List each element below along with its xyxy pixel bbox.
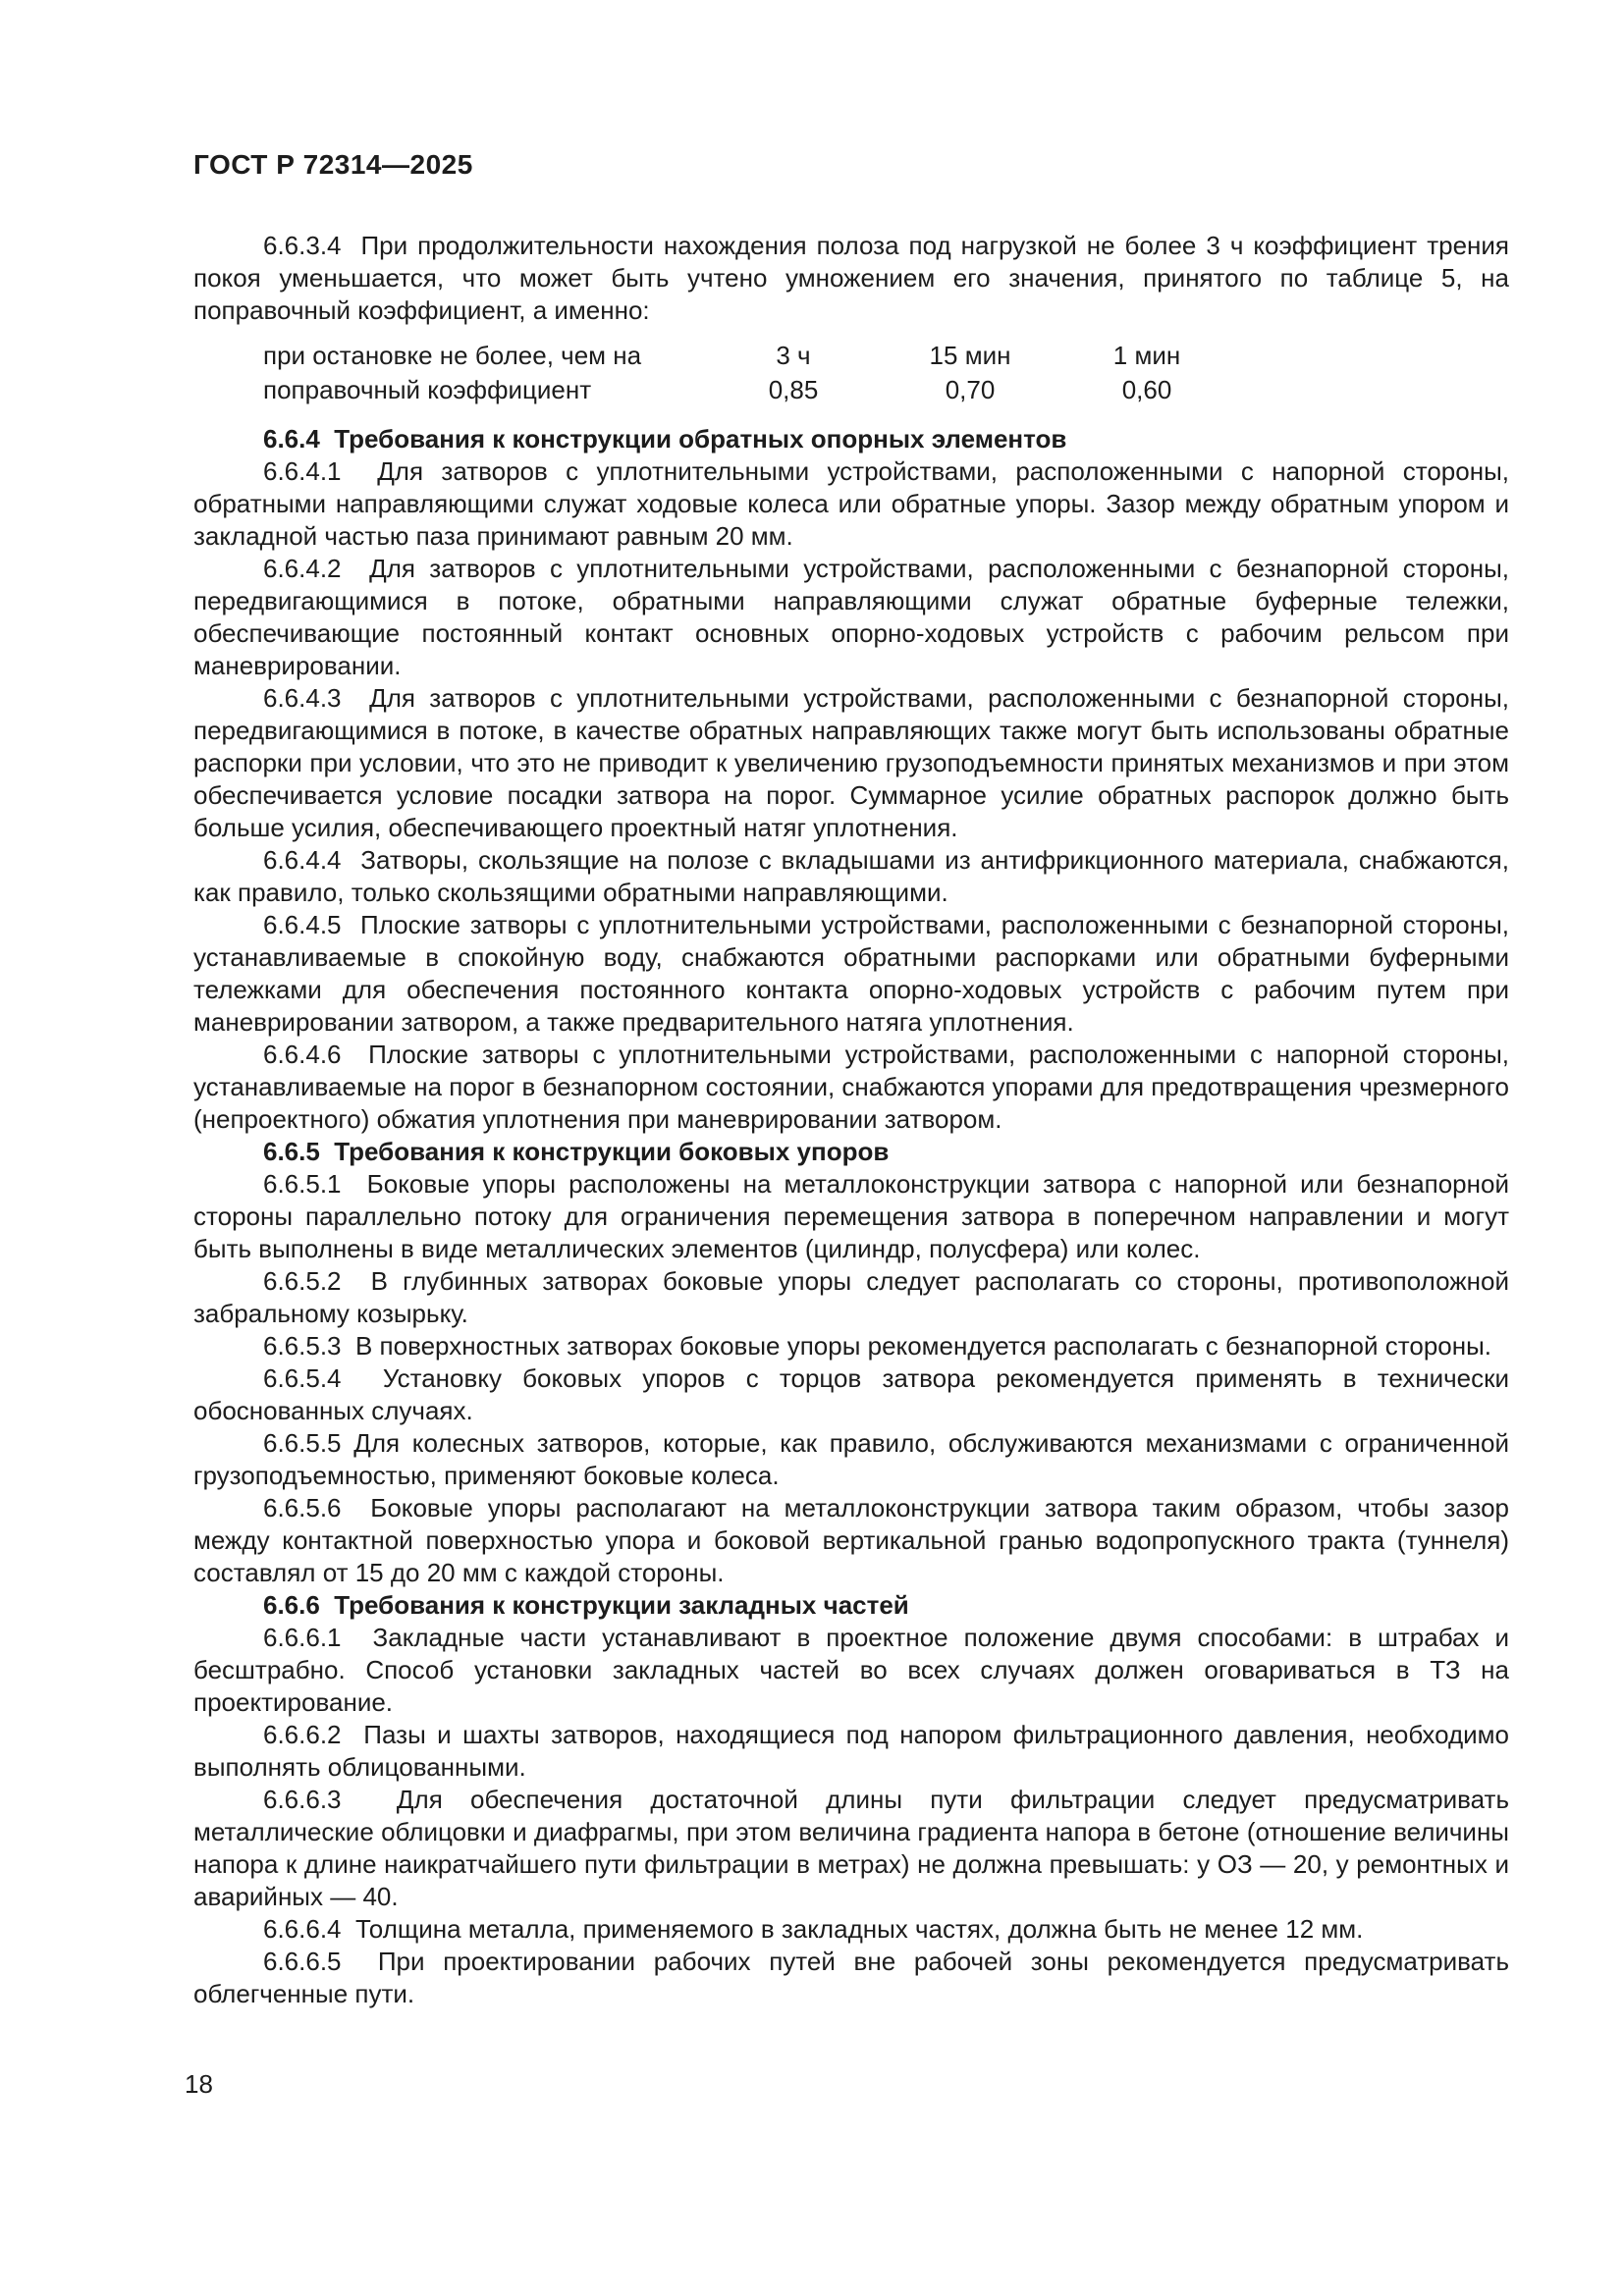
standard-designation: ГОСТ Р 72314—2025 — [193, 149, 473, 180]
clause-6-6-4-2: 6.6.4.2 Для затворов с уплотнительными устройствами, расположенными с безнапорной стороны, передвигающимися в потоке, обратными направляющими служат обратные буферные тележки, обеспечивающие постоянный контакт основных опорно-ходовых устройств с рабочим рельсом при маневрировании. — [193, 554, 1509, 680]
clause-6-6-4-4: 6.6.4.4 Затворы, скользящие на полозе с вкладышами из антифрикционного материала, снабжаются, как правило, только скользящими обратными направляющими. — [193, 845, 1509, 907]
clause-6-6-5-6: 6.6.5.6 Боковые упоры располагают на металлоконструкции затвора таким образом, чтобы зазор между контактной поверхностью упора и боковой вертикальной гранью водопропускного тракта (туннеля) составлял от 15 до 20 мм с каждой стороны. — [193, 1493, 1509, 1587]
section-6-6-6 — [193, 1589, 1509, 2010]
clause-6-6-4-1: 6.6.4.1 Для затворов с уплотнительными устройствами, расположенными с напорной стороны, обратными направляющими служат ходовые колеса или обратные упоры. Зазор между обратным упором и закладной частью паза принимают равным 20 мм. — [193, 456, 1509, 551]
clause-6-6-3-4: 6.6.3.4 При продолжительности нахождения полоза под нагрузкой не более 3 ч коэффициент трения покоя уменьшается, что может быть учтено умножением его значения, принятого по таблице 5, на поправочный коэффициент, а именно: — [193, 231, 1509, 325]
table-row-correction-coefficient — [263, 373, 1509, 407]
section-heading-6-6-6: 6.6.6 Требования к конструкции закладных частей — [263, 1590, 909, 1620]
document-body — [193, 230, 1509, 2010]
table-cell: 0,60 — [1121, 375, 1172, 404]
page-number: 18 — [185, 2069, 213, 2099]
table-row-stop-duration — [263, 339, 1509, 373]
table-cell: 15 мин — [929, 341, 1011, 370]
table-cell: 3 ч — [776, 341, 811, 370]
section-6-6-5 — [193, 1136, 1509, 1589]
clause-6-6-6-2: 6.6.6.2 Пазы и шахты затворов, находящиеся под напором фильтрационного давления, необходимо выполнять облицованными. — [193, 1720, 1509, 1782]
clause-6-6-4-5: 6.6.4.5 Плоские затворы с уплотнительными устройствами, расположенными с безнапорной стороны, устанавливаемые в спокойную воду, снабжаются обратными распорками или обратными буферными тележками для обеспечения постоянного контакта опорно-ходовых устройств с рабочим путем при маневрировании затвором, а также предварительного натяга уплотнения. — [193, 910, 1509, 1037]
row-label: поправочный коэффициент — [263, 375, 592, 404]
clause-6-6-5-4: 6.6.5.4 Установку боковых упоров с торцов затвора рекомендуется применять в технически обоснованных случаях. — [193, 1363, 1509, 1425]
clause-6-6-6-1: 6.6.6.1 Закладные части устанавливают в проектное положение двумя способами: в штрабах и бесштрабно. Способ установки закладных частей во всех случаях должен оговариваться в ТЗ на проектирование. — [193, 1623, 1509, 1717]
table-cell: 1 мин — [1112, 341, 1181, 370]
row-label: при остановке не более, чем на — [263, 341, 642, 370]
clause-6-6-5-1: 6.6.5.1 Боковые упоры расположены на металлоконструкции затвора с напорной или безнапорной стороны параллельно потоку для ограничения перемещения затвора в поперечном направлении и могут быть выполнены в виде металлических элементов (цилиндр, полусфера) или колес. — [193, 1169, 1509, 1263]
clause-6-6-5-2: 6.6.5.2 В глубинных затворах боковые упоры следует располагать со стороны, противоположной забральному козырьку. — [193, 1266, 1509, 1328]
table-cell: 0,70 — [945, 375, 996, 404]
clause-6-6-5-3: 6.6.5.3 В поверхностных затворах боковые упоры рекомендуется располагать с безнапорной стороны. — [263, 1331, 1492, 1361]
clause-6-6-5-5: 6.6.5.5 Для колесных затворов, которые, как правило, обслуживаются механизмами с ограниченной грузоподъемностью, применяют боковые колеса. — [193, 1428, 1509, 1490]
friction-coefficient-table — [263, 339, 1509, 407]
clause-6-6-4-6: 6.6.4.6 Плоские затворы с уплотнительными устройствами, расположенными с напорной стороны, устанавливаемые на порог в безнапорном состоянии, снабжаются упорами для предотвращения чрезмерного (непроектного) обжатия уплотнения при маневрировании затвором. — [193, 1040, 1509, 1134]
clause-6-6-6-4: 6.6.6.4 Толщина металла, применяемого в закладных частях, должна быть не менее 12 мм. — [263, 1914, 1364, 1944]
page-content — [193, 149, 1509, 2010]
clause-6-6-6-5: 6.6.6.5 При проектировании рабочих путей вне рабочей зоны рекомендуется предусматривать облегченные пути. — [193, 1947, 1509, 2008]
section-heading-6-6-4: 6.6.4 Требования к конструкции обратных опорных элементов — [263, 424, 1067, 454]
section-6-6-4 — [193, 423, 1509, 1136]
clause-6-6-6-3: 6.6.6.3 Для обеспечения достаточной длины пути фильтрации следует предусматривать металлические облицовки и диафрагмы, при этом величина градиента напора в бетоне (отношение величины напора к длине наикратчайшего пути фильтрации в метрах) не должна превышать: у ОЗ — 20, у ремонтных и аварийных — 40. — [193, 1785, 1509, 1911]
table-cell: 0,85 — [768, 375, 819, 404]
section-heading-6-6-5: 6.6.5 Требования к конструкции боковых упоров — [263, 1137, 890, 1166]
clause-6-6-4-3: 6.6.4.3 Для затворов с уплотнительными устройствами, расположенными с безнапорной стороны, передвигающимися в потоке, в качестве обратных направляющих также могут быть использованы обратные распорки при условии, что это не приводит к увеличению грузоподъемности принятых механизмов и при этом обеспечивается условие посадки затвора на порог. Суммарное усилие обратных распорок должно быть больше усилия, обеспечивающего проектный натяг уплотнения. — [193, 683, 1509, 842]
